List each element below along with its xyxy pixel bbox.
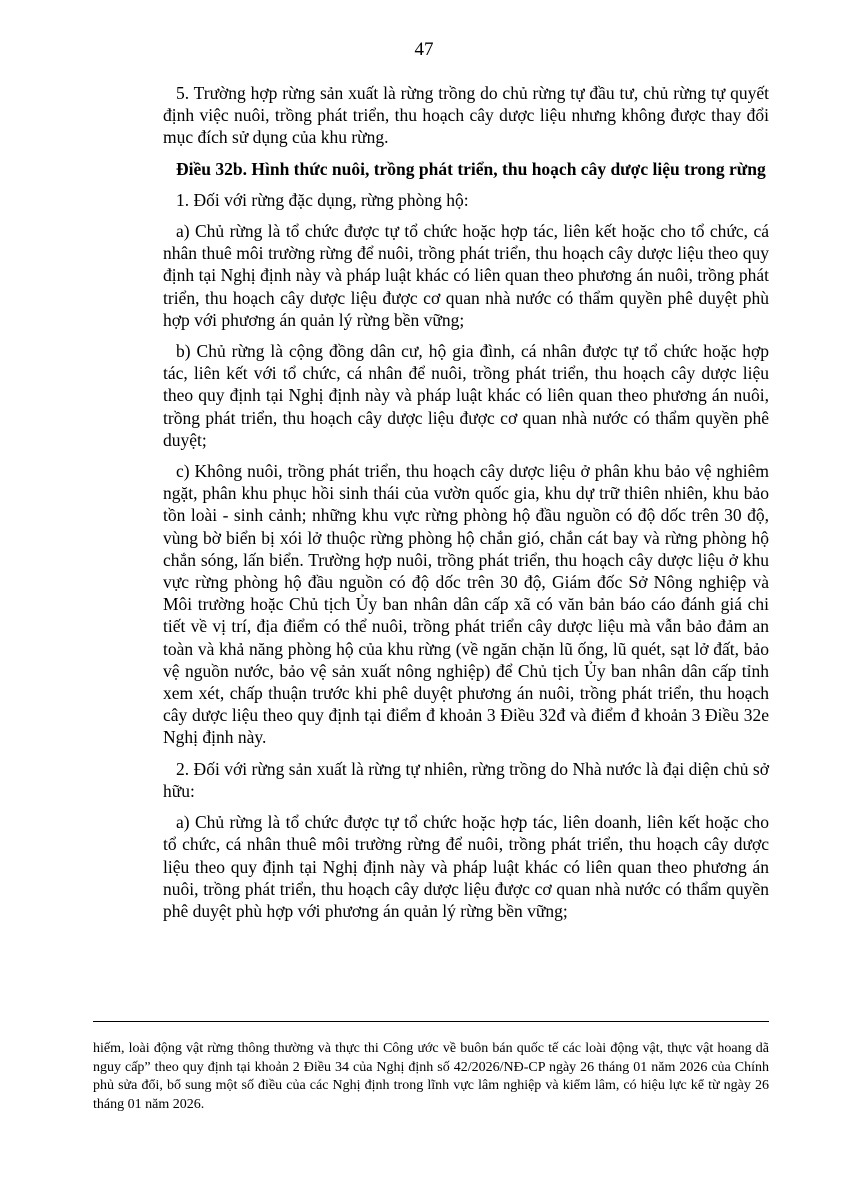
footnote-divider — [93, 1021, 769, 1022]
paragraph-2a: a) Chủ rừng là tổ chức được tự tổ chức hoặc hợp tác, liên doanh, liên kết hoặc cho tổ chức, cá nhân thuê môi trường rừng để nuôi, trồng phát triển, thu hoạch cây dược liệu theo quy định tại Nghị định này và pháp luật khác có liên quan theo phương án nuôi, trồng phát triển, thu hoạch cây dược liệu được cơ quan nhà nước có thẩm quyền phê duyệt phù hợp với phương án quản lý rừng bền vững; — [163, 812, 769, 921]
body-text — [163, 82, 769, 931]
footnote-text: hiếm, loài động vật rừng thông thường và thực thi Công ước về buôn bán quốc tế các loài động vật, thực vật hoang dã nguy cấp” theo quy định tại khoản 2 Điều 34 của Nghị định số 42/2026/NĐ-CP ngày 26 tháng 01 năm 2026 của Chính phủ sửa đổi, bổ sung một số điều của các Nghị định trong lĩnh vực lâm nghiệp và kiểm lâm, có hiệu lực kể từ ngày 26 tháng 01 năm 2026. — [93, 1041, 769, 1112]
page-number: 47 — [414, 39, 434, 60]
article-heading: Điều 32b. Hình thức nuôi, trồng phát triển, thu hoạch cây dược liệu trong rừng — [176, 158, 766, 179]
paragraph-clause-5: 5. Trường hợp rừng sản xuất là rừng trồng do chủ rừng tự đầu tư, chủ rừng tự quyết định việc nuôi, trồng phát triển, thu hoạch cây dược liệu nhưng không được thay đổi mục đích sử dụng của khu rừng. — [163, 83, 769, 148]
paragraph-section-2: 2. Đối với rừng sản xuất là rừng tự nhiên, rừng trồng do Nhà nước là đại diện chủ sở hữu: — [163, 758, 769, 801]
paragraph-1b: b) Chủ rừng là cộng đồng dân cư, hộ gia đình, cá nhân được tự tổ chức hoặc hợp tác, liên kết với tổ chức, cá nhân để nuôi, trồng phát triển, thu hoạch cây dược liệu theo quy định tại Nghị định này và pháp luật khác có liên quan theo phương án nuôi, trồng phát triển, thu hoạch cây dược liệu được cơ quan nhà nước có thẩm quyền phê duyệt; — [163, 341, 769, 450]
paragraph-section-1: 1. Đối với rừng đặc dụng, rừng phòng hộ: — [176, 189, 469, 210]
paragraph-1a: a) Chủ rừng là tổ chức được tự tổ chức hoặc hợp tác, liên kết hoặc cho tổ chức, cá nhân thuê môi trường rừng để nuôi, trồng phát triển, thu hoạch cây dược liệu theo quy định tại Nghị định này và pháp luật khác có liên quan theo phương án nuôi, trồng phát triển, thu hoạch cây dược liệu được cơ quan nhà nước có thẩm quyền phê duyệt phù hợp với phương án quản lý rừng bền vững; — [163, 221, 769, 330]
paragraph-1c: c) Không nuôi, trồng phát triển, thu hoạch cây dược liệu ở phân khu bảo vệ nghiêm ngặt, phân khu phục hồi sinh thái của vườn quốc gia, khu dự trữ thiên nhiên, khu bảo tồn loài - sinh cảnh; những khu vực rừng phòng hộ đầu nguồn có độ dốc trên 30 độ, vùng bờ biển bị xói lở thuộc rừng phòng hộ chắn gió, chắn cát bay và rừng phòng hộ chắn sóng, lấn biển. Trường hợp nuôi, trồng phát triển, thu hoạch cây dược liệu ở khu vực rừng phòng hộ đầu nguồn có độ dốc trên 30 độ, Giám đốc Sở Nông nghiệp và Môi trường hoặc Chủ tịch Ủy ban nhân dân cấp xã có văn bản báo cáo đánh giá chi tiết về vị trí, địa điểm có thể nuôi, trồng phát triển cây dược liệu mà vẫn bảo đảm an toàn và khả năng phòng hộ của khu rừng (về ngăn chặn lũ ống, lũ quét, sạt lở đất, bảo vệ nguồn nước, bảo vệ sản xuất nông nghiệp) để Chủ tịch Ủy ban nhân dân cấp tỉnh xem xét, chấp thuận trước khi phê duyệt phương án nuôi, trồng phát triển, thu hoạch cây dược liệu theo quy định tại điểm đ khoản 3 Điều 32đ và điểm đ khoản 3 Điều 32e Nghị định này. — [163, 461, 769, 748]
